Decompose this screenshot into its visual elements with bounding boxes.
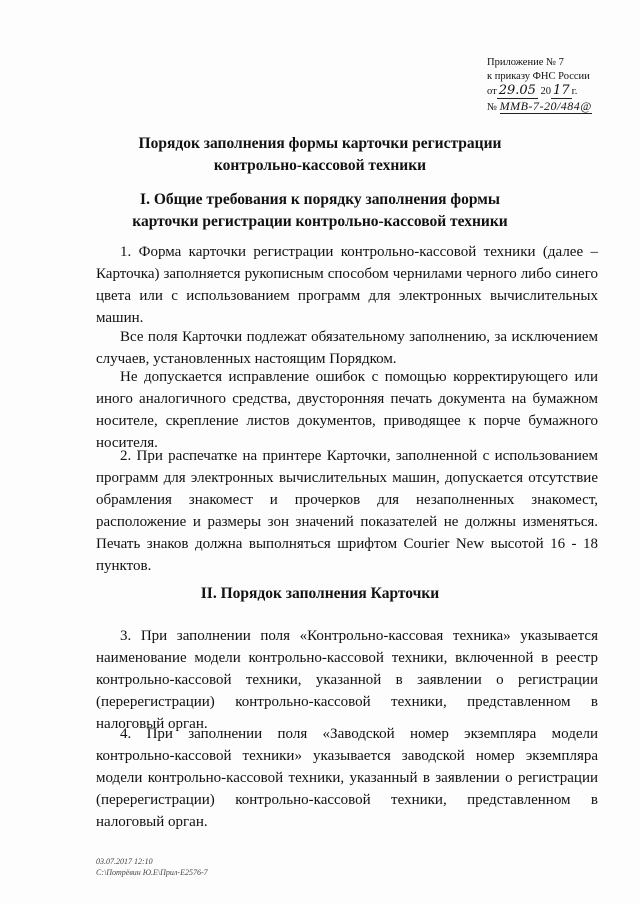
paragraph-1: 1. Форма карточки регистрации контрольно-кассовой техники (далее – Карточка) заполняется рукописным способом чернилами черного либо синего цвета или с использованием программ для электронных вычислительных машин. <box>96 244 598 326</box>
stamp-date-handwritten: 29.05 <box>498 83 536 98</box>
stamp-year-prefix: 20 <box>540 86 552 97</box>
paragraph-6: 4. При заполнении поля «Заводской номер экземпляра модели контрольно-кассовой техники» указывается заводской номер экземпляра модели контрольно-кассовой техники, указанный в заявлении о регистрации (перерегистрации) контрольно-кассовой техники, представленном в налоговый орган. <box>96 726 598 830</box>
paragraph-5: 3. При заполнении поля «Контрольно-кассовая техника» указывается наименование модели контрольно-кассовой техники, включенной в реестр контрольно-кассовой техники, указанной в заявлении о регистрации (перерегистрации) контрольно-кассовой техники, представленном в налоговый орган. <box>96 628 598 732</box>
footer-file-path: С:\Потрёвин Ю.Е\Прил-Е2576-7 <box>96 868 208 877</box>
stamp-appendix-label: Приложение № 7 <box>487 57 564 68</box>
paragraph-4: 2. При распечатке на принтере Карточки, заполненной с использованием программ для электронных вычислительных машин, допускается отсутствие обрамления знакомест и прочерков для незаполненных знакомест, расположение и размеры зон значений показателей не должны изменяться. Печать знаков должна выполняться шрифтом Courier New высотой 16 - 18 пунктов. <box>96 448 598 574</box>
stamp-number-prefix: № <box>487 102 498 113</box>
file-footer <box>96 856 208 878</box>
approval-stamp <box>487 56 627 115</box>
paragraph-2: Все поля Карточки подлежат обязательному заполнению, за исключением случаев, установленных настоящим Порядком. <box>96 329 598 367</box>
stamp-order-label: к приказу ФНС России <box>487 71 590 82</box>
stamp-year-handwritten: 17 <box>553 83 570 98</box>
stamp-date-line <box>487 84 627 99</box>
section-2-title: II. Порядок заполнения Карточки <box>200 585 440 602</box>
document-title: Порядок заполнения формы карточки регистрации контрольно-кассовой техники <box>138 135 502 174</box>
stamp-year-suffix: г. <box>571 86 578 97</box>
footer-timestamp: 03.07.2017 12:10 <box>96 857 153 866</box>
stamp-date-prefix: от <box>487 86 497 97</box>
section-1-title: I. Общие требования к порядку заполнения формы карточки регистрации контрольно-кассовой техники <box>132 191 508 230</box>
stamp-number-line <box>487 99 627 115</box>
paragraph-3: Не допускается исправление ошибок с помощью корректирующего или иного аналогичного средства, двусторонняя печать документа на бумажном носителе, скрепление листов документов, приводящее к порче бумажного носителя. <box>96 369 598 451</box>
stamp-number-handwritten: ММВ-7-20/484@ <box>499 99 592 113</box>
